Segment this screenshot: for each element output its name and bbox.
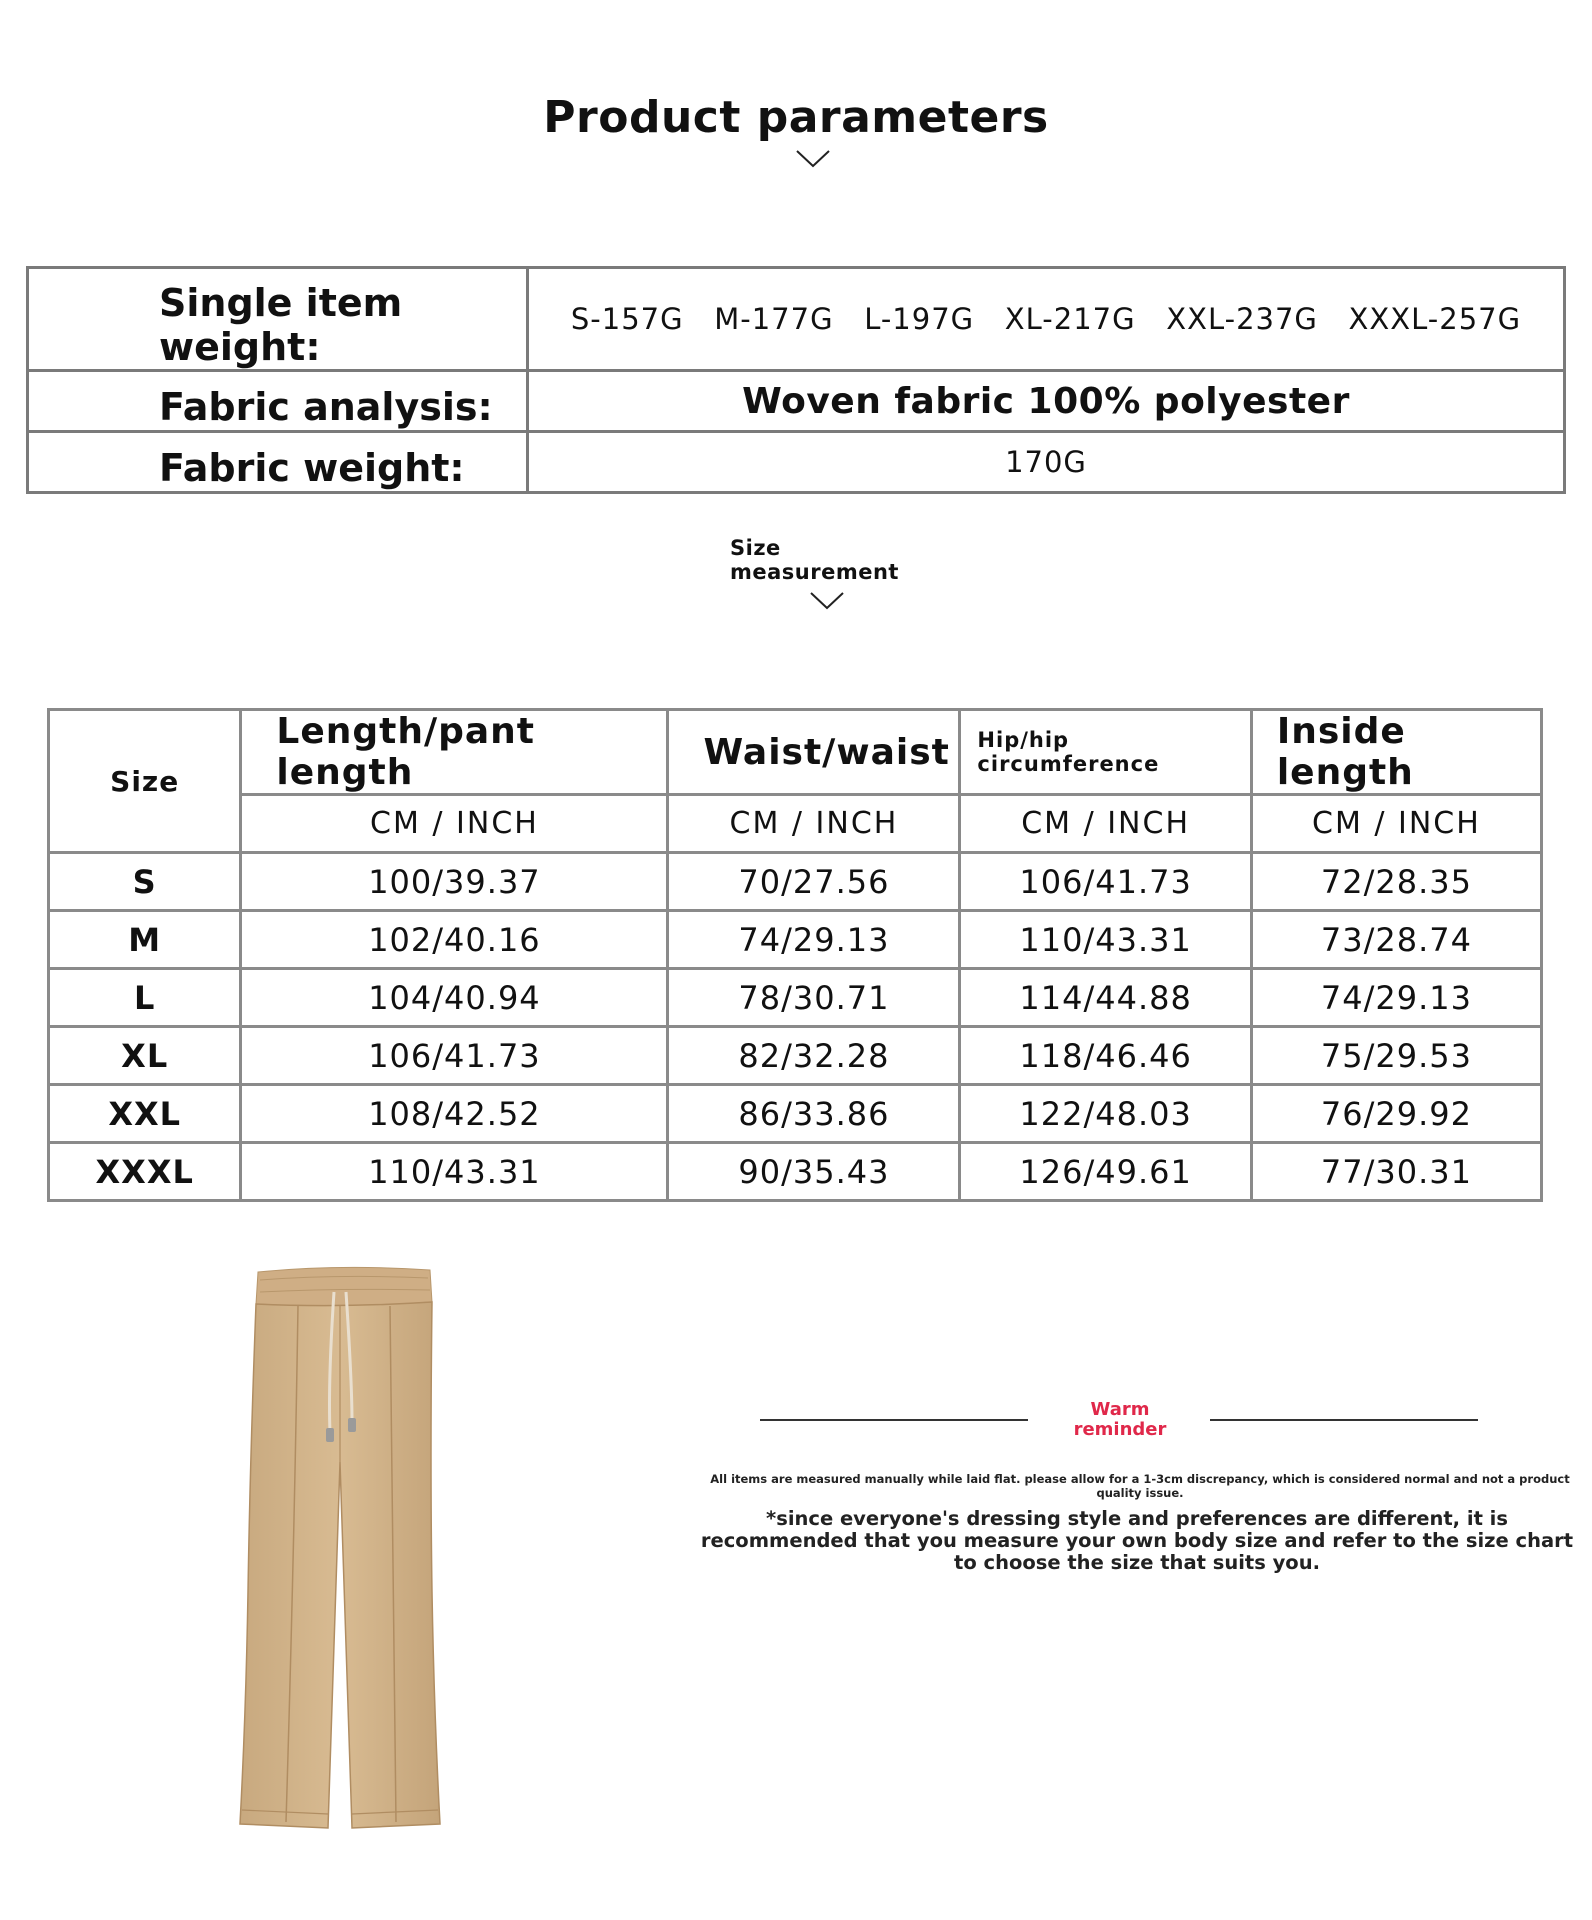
chevron-down-icon [796, 150, 830, 168]
table-cell: 110/43.31 [960, 911, 1251, 969]
table-row [49, 911, 1542, 969]
reminder-title-line: reminder [1073, 1419, 1167, 1440]
warm-reminder-title [1060, 1400, 1180, 1440]
table-cell: 106/41.73 [241, 1027, 668, 1085]
table-row [49, 969, 1542, 1027]
size-heading-line: measurement [730, 560, 899, 584]
size-cell: L [49, 969, 241, 1027]
table-cell: 122/48.03 [960, 1085, 1251, 1143]
parameter-label: Single item weight: [28, 268, 528, 371]
table-cell: 114/44.88 [960, 969, 1251, 1027]
table-cell: 104/40.94 [241, 969, 668, 1027]
column-header-length: Length/pant length [241, 710, 668, 795]
unit-label: CM / INCH [241, 795, 668, 853]
size-chart-unit-row [49, 795, 1542, 853]
unit-label: CM / INCH [1251, 795, 1541, 853]
table-row [49, 1027, 1542, 1085]
reminder-title-line: Warm [1090, 1399, 1150, 1420]
table-cell: 73/28.74 [1251, 911, 1541, 969]
measurement-note: All items are measured manually while laid flat. please allow for a 1-3cm discrepancy, which is considered normal and not a product quality issue. [710, 1472, 1570, 1500]
table-cell: 86/33.86 [668, 1085, 960, 1143]
parameter-value: Woven fabric 100% polyester [528, 371, 1565, 432]
table-cell: 77/30.31 [1251, 1143, 1541, 1201]
parameters-table [26, 266, 1566, 494]
table-cell: 108/42.52 [241, 1085, 668, 1143]
table-cell: 82/32.28 [668, 1027, 960, 1085]
table-row [49, 1085, 1542, 1143]
size-measurement-heading [730, 536, 899, 584]
size-chart-table [47, 708, 1543, 1202]
parameter-label: Fabric weight: [28, 432, 528, 493]
table-cell: 74/29.13 [668, 911, 960, 969]
unit-label: CM / INCH [668, 795, 960, 853]
size-chart-header-row [49, 710, 1542, 795]
page-title: Product parameters [543, 92, 1049, 143]
size-cell: XXXL [49, 1143, 241, 1201]
size-cell: XXL [49, 1085, 241, 1143]
table-cell: 106/41.73 [960, 853, 1251, 911]
table-cell: 100/39.37 [241, 853, 668, 911]
table-cell: 102/40.16 [241, 911, 668, 969]
table-cell: 76/29.92 [1251, 1085, 1541, 1143]
table-cell: 75/29.53 [1251, 1027, 1541, 1085]
size-advice-note: *since everyone's dressing style and preferences are different, it is recommended that you measure your own body size and refer to the size chart to choose the size that suits you. [700, 1507, 1574, 1574]
parameter-label: Fabric analysis: [28, 371, 528, 432]
parameter-value: 170G [528, 432, 1565, 493]
table-cell: 118/46.46 [960, 1027, 1251, 1085]
unit-label: CM / INCH [960, 795, 1251, 853]
size-heading-line: Size [730, 536, 781, 560]
size-cell: S [49, 853, 241, 911]
column-header-inside-length: Inside length [1251, 710, 1541, 795]
table-row [49, 1143, 1542, 1201]
chevron-down-icon [810, 592, 844, 610]
table-row [49, 853, 1542, 911]
size-column-header: Size [49, 710, 241, 853]
table-cell: 126/49.61 [960, 1143, 1251, 1201]
parameter-row [28, 371, 1565, 432]
table-cell: 90/35.43 [668, 1143, 960, 1201]
column-header-waist: Waist/waist [668, 710, 960, 795]
table-cell: 110/43.31 [241, 1143, 668, 1201]
divider-line [760, 1419, 1028, 1421]
table-cell: 70/27.56 [668, 853, 960, 911]
size-cell: XL [49, 1027, 241, 1085]
parameter-value: S-157G M-177G L-197G XL-217G XXL-237G XXXL-257G [528, 268, 1565, 371]
table-cell: 78/30.71 [668, 969, 960, 1027]
divider-line [1210, 1419, 1478, 1421]
size-cell: M [49, 911, 241, 969]
table-cell: 74/29.13 [1251, 969, 1541, 1027]
column-header-hip: Hip/hip circumference [960, 710, 1251, 795]
khaki-pants-image [230, 1262, 450, 1842]
parameter-row [28, 432, 1565, 493]
parameter-row [28, 268, 1565, 371]
table-cell: 72/28.35 [1251, 853, 1541, 911]
